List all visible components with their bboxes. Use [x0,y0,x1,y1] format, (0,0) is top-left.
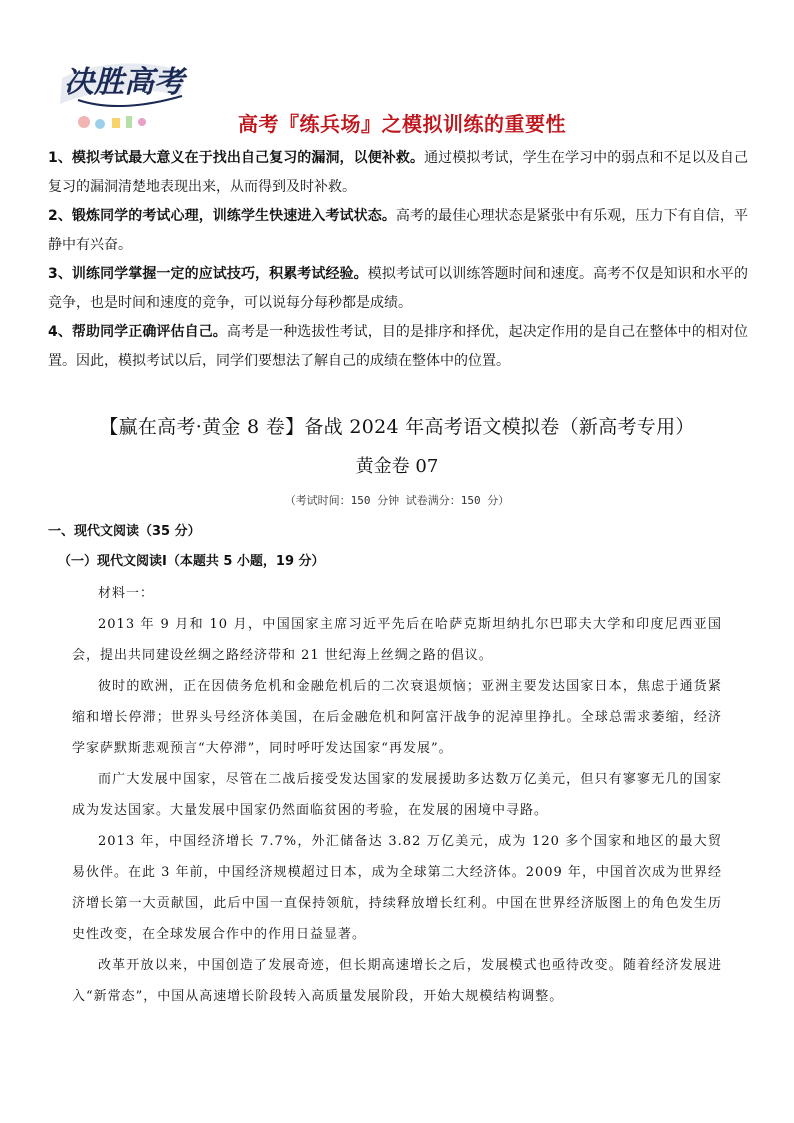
intro-item-text: 高考是一种选拔性考试，目的是排序和择优，起决定作用的是自己在整体中的相对位置。因此，模拟考试以后，同学们要想法了解自己的成绩在整体中的位置。 [48,324,748,369]
subsection-heading: （一）现代文阅读Ⅰ（本题共 5 小题，19 分） [58,554,325,569]
intro-item-text: 模拟考试可以训练答题时间和速度。高考不仅是知识和水平的竞争，也是时间和速度的竞争，可以说每分每秒都是成绩。 [48,266,749,311]
intro-item-bold: 4、帮助同学正确评估自己。 [48,324,227,340]
passage-paragraph: 改革开放以来，中国创造了发展奇迹，但长期高速增长之后，发展模式也亟待改变。随着经济发展进入“新常态”，中国从高速增长阶段转入高质量发展阶段，开始大规模结构调整。 [72,958,722,1004]
passage-paragraph: 而广大发展中国家，尽管在二战后接受发达国家的发展援助多达数万亿美元，但只有寥寥无几的国家成为发达国家。大量发展中国家仍然面临贫困的考验，在发展的困境中寻路。 [72,772,722,818]
intro-item-bold: 3、训练同学掌握一定的应试技巧，积累考试经验。 [48,266,368,282]
exam-time-info: （考试时间：150 分钟 试卷满分：150 分） [284,494,510,507]
intro-item-text: 高考的最佳心理状态是紧张中有乐观，压力下有自信，平静中有兴奋。 [48,208,749,253]
intro-item-text: 通过模拟考试，学生在学习中的弱点和不足以及自己复习的漏洞清楚地表现出来，从而得到及时补救。 [48,150,749,195]
logo-text: 决胜高考 [64,65,184,100]
exam-subtitle: 黄金卷 07 [355,456,439,477]
intro-item [48,260,748,318]
passage-paragraph: 2013 年，中国经济增长 7.7%，外汇储备达 3.82 万亿美元，成为 120 多个国家和地区的最大贸易伙伴。在此 3 年前，中国经济规模超过日本，成为全球第二大经济体。2009 年，中国首次成为世界经济增长第一大贡献国，此后中国一直保持领航，持续释放增长红利。中国在世界经济版图上的角色发生历史性改变，在全球发展合作中的作用日益显著。 [72,834,722,942]
intro-item [48,144,748,202]
intro-section [48,144,748,376]
page-title: 高考『练兵场』之模拟训练的重要性 [238,112,566,136]
reading-passage [72,578,722,1012]
exam-title: 【赢在高考·黄金 8 卷】备战 2024 年高考语文模拟卷（新高考专用） [99,416,695,438]
passage-paragraph: 材料一： [98,586,155,601]
intro-item-bold: 1、模拟考试最大意义在于找出自己复习的漏洞，以便补救。 [48,150,425,166]
passage-paragraph: 2013 年 9 月和 10 月，中国国家主席习近平先后在哈萨克斯坦纳扎尔巴耶夫大学和印度尼西亚国会，提出共同建设丝绸之路经济带和 21 世纪海上丝绸之路的倡议。 [72,617,722,663]
passage-paragraph: 彼时的欧洲，正在因债务危机和金融危机后的二次衰退烦恼；亚洲主要发达国家日本，焦虑于通货紧缩和增长停滞；世界头号经济体美国，在后金融危机和阿富汗战争的泥淖里挣扎。全球总需求萎缩，经济学家萨默斯悲观预言“大停滞”，同时呼吁发达国家“再发展”。 [72,679,722,756]
intro-item-bold: 2、锻炼同学的考试心理，训练学生快速进入考试状态。 [48,208,396,224]
section-heading: 一、现代文阅读（35 分） [48,524,201,539]
intro-item [48,318,748,376]
intro-item [48,202,748,260]
